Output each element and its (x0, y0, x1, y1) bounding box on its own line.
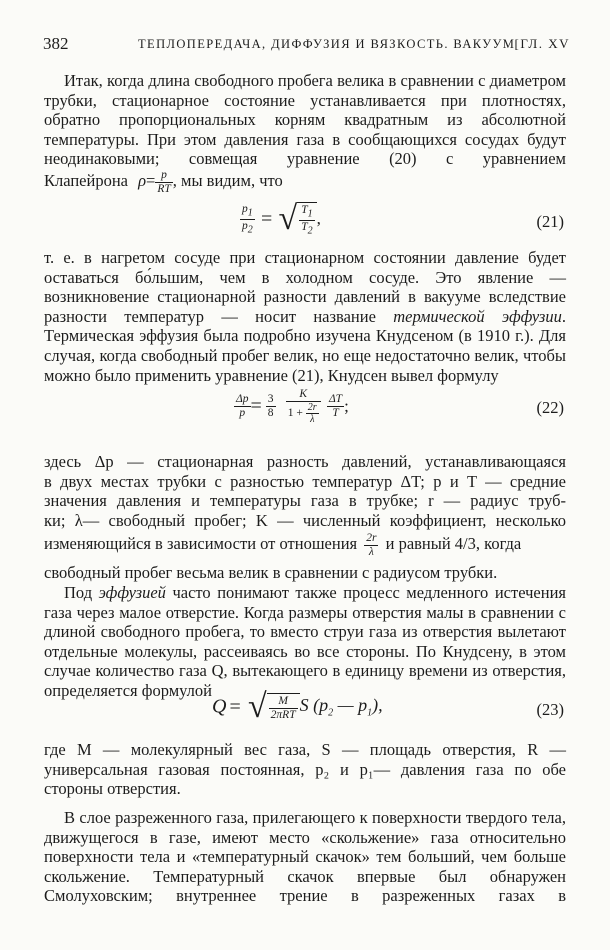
eq21-den-sub: 2 (247, 223, 253, 235)
equation-23-body (212, 690, 383, 724)
ratio-2r-lambda (364, 532, 378, 558)
paragraph-4-a: Под (64, 583, 93, 602)
eq22-inner-den: λ (310, 413, 315, 425)
eq22-c-num: 3 (267, 393, 274, 406)
paragraph-3-line-5-b: и равный 4/3, когда (385, 533, 522, 553)
paragraph-2-a: т. е. в нагретом сосуде при стационарном состоянии давление будет оставаться бо́льшим, чем в холодном сосуде. Это явление — возникновение стационарной разности давлений в вакууме вследствие разности температур — носит название (44, 248, 566, 326)
paragraph-3 (44, 452, 566, 530)
equation-21-number: (21) (536, 212, 564, 231)
eq23-lhs: Q (212, 695, 227, 718)
eq22-inner-num: 2r (307, 401, 317, 413)
paragraph-5-body: где M — молекулярный вес газа, S — площадь отверстия, R — универсальная газовая постоянная, p₂ и p₁— давления газа по обе стороны отверстия. (44, 740, 566, 799)
eq23-equals: = (229, 695, 241, 718)
eq22-k-num: K (286, 388, 321, 402)
running-header (43, 34, 573, 58)
eq21-root-frac (299, 204, 314, 236)
paragraph-2-body (44, 248, 566, 385)
eq21-root-num-sub: 1 (307, 208, 313, 220)
eq22-t-num: ΔT (328, 393, 343, 406)
eq23-sqrt (248, 690, 300, 724)
eq21-num-sub: 1 (247, 207, 253, 219)
eq21-num: p (242, 203, 248, 216)
eq22-inner-frac (306, 402, 319, 425)
eq21-root-den: T (301, 220, 308, 233)
eq23-rhs-close: ), (372, 695, 383, 716)
eq22-lhs (234, 393, 251, 419)
equation-23-number: (23) (536, 700, 564, 719)
eq22-lhs-num: Δp (236, 393, 249, 406)
paragraph-3-line-6-body: свободный пробег весьма велик в сравнении с радиусом трубки. (44, 563, 498, 582)
paragraph-6-body: В слое разреженного газа, прилегающего к поверхности твердого тела, движущегося в газе, имеют место «скольжение» газа относительно поверхности тела и «температурный скачок» тем больший, чем больше скольжение. Температурный скачок впервые был обнаружен Смолуховским; внутреннее трение в разреженных газах в (44, 808, 566, 906)
eq21-ratio (240, 203, 255, 235)
page-number: 382 (43, 34, 69, 53)
eq21-sqrt (279, 202, 317, 236)
paragraph-2-b: . Термическая эффузия была подробно изучена Кнудсеном (в 1910 г.). Для случая, когда свободный пробег велик, но еще недостаточно велик, чтобы можно было применить уравнение (21), Кнудсен вывел формулу (44, 306, 566, 385)
eq21-comma: , (316, 209, 321, 228)
clapeyron-fraction (155, 169, 172, 195)
eq21-equals: = (261, 207, 273, 230)
paragraph-3-line-2: в двух местах трубки с разностью температур ΔT; p и T — средние (44, 471, 566, 491)
sqrt-sign-icon: √ (247, 688, 267, 725)
paragraph-3-line-3: значения давления и температуры газа в трубке; r — радиус труб- (44, 491, 566, 511)
eq22-t-den: T (332, 406, 339, 419)
clapeyron-frac-num: p (155, 169, 172, 183)
paragraph-5 (44, 740, 566, 799)
equation-21-body (240, 202, 321, 236)
chapter-label: [ГЛ. XV (514, 36, 570, 51)
eq22-coefficient (266, 393, 276, 419)
paragraph-4 (44, 573, 566, 701)
eq23-root-den: 2πRT (270, 708, 296, 721)
paragraph-3-line-4: ки; λ— свободный пробег; K — численный коэффициент, несколько (44, 510, 566, 530)
term-thermal-effusion: термической эффузии (393, 306, 562, 326)
equation-22 (44, 386, 566, 446)
paragraph-1-body: Итак, когда длина свободного пробега велика в сравнении с диаметром трубки, стационарное состояние устанавливается при плотностях, обратно пропорциональных корням квадратным из абсолютной температуры. При этом давления газа в сообщающихся сосудах будут неодинаковыми; совмещая уравнение (20) с уравнением (44, 71, 566, 169)
equation-22-body (234, 388, 349, 425)
ratio-num: 2r (366, 532, 377, 544)
running-title: ТЕПЛОПЕРЕДАЧА, ДИФФУЗИЯ И ВЯЗКОСТЬ. ВАКУУМ (138, 37, 516, 51)
eq22-k-fraction (286, 388, 321, 425)
eq23-rhs-a: S (p (299, 695, 329, 716)
paragraph-3-line-1: здесь Δp — стационарная разность давлений, устанавливающаяся (44, 452, 566, 471)
clapeyron-equals: = (146, 170, 156, 190)
eq22-lhs-den: p (239, 406, 246, 419)
paragraph-1-tail (44, 169, 566, 197)
paragraph-1 (44, 71, 566, 169)
equation-23 (44, 688, 566, 734)
clapeyron-word: Клапейрона (44, 170, 128, 190)
eq23-rhs (299, 695, 383, 719)
eq23-rhs-sub-1: 2 (328, 707, 334, 719)
paragraph-2 (44, 248, 566, 385)
eq23-rhs-sub-2: 1 (367, 707, 373, 719)
equation-21 (44, 200, 566, 246)
eq21-den: p (242, 219, 248, 232)
eq22-k-den-a: 1 + (287, 406, 303, 419)
eq21-root-num: T (301, 204, 308, 217)
sqrt-sign-icon: √ (278, 200, 298, 237)
paragraph-4-b: часто понимают также процесс медленного истечения газа через малое отверстие. Когда размеры отверстия малы в сравнении с длиной свободного пробега, то вместо струи газа из отверстия вылетают отдельные молекулы, рассеиваясь во все стороны. По Кнудсену, в этом случае количество газа Q, вытекающего в единицу времени из отверстия, определяется формулой (44, 583, 566, 700)
eq22-c-den: 8 (267, 406, 274, 419)
eq22-equals: = (250, 394, 262, 417)
eq22-t-fraction (327, 393, 344, 419)
paragraph-4-body (44, 583, 566, 701)
ratio-den: λ (368, 545, 374, 558)
rho-symbol: ρ (138, 170, 147, 190)
eq22-semicolon: ; (344, 396, 349, 416)
equation-22-number: (22) (536, 398, 564, 417)
clapeyron-frac-den: RT (157, 182, 171, 195)
clapeyron-after: , мы видим, что (172, 170, 283, 190)
paragraph-3-line-5-a: изменяющийся в зависимости от отношения (44, 533, 358, 553)
eq21-root-den-sub: 2 (307, 224, 313, 236)
eq23-root-num: M (269, 695, 298, 709)
term-effusion: эффузией (98, 583, 166, 602)
eq23-root-frac (269, 695, 298, 721)
eq23-rhs-minus: — p (333, 695, 368, 716)
paragraph-6 (44, 808, 566, 906)
paragraph-3-line-5 (44, 532, 566, 562)
